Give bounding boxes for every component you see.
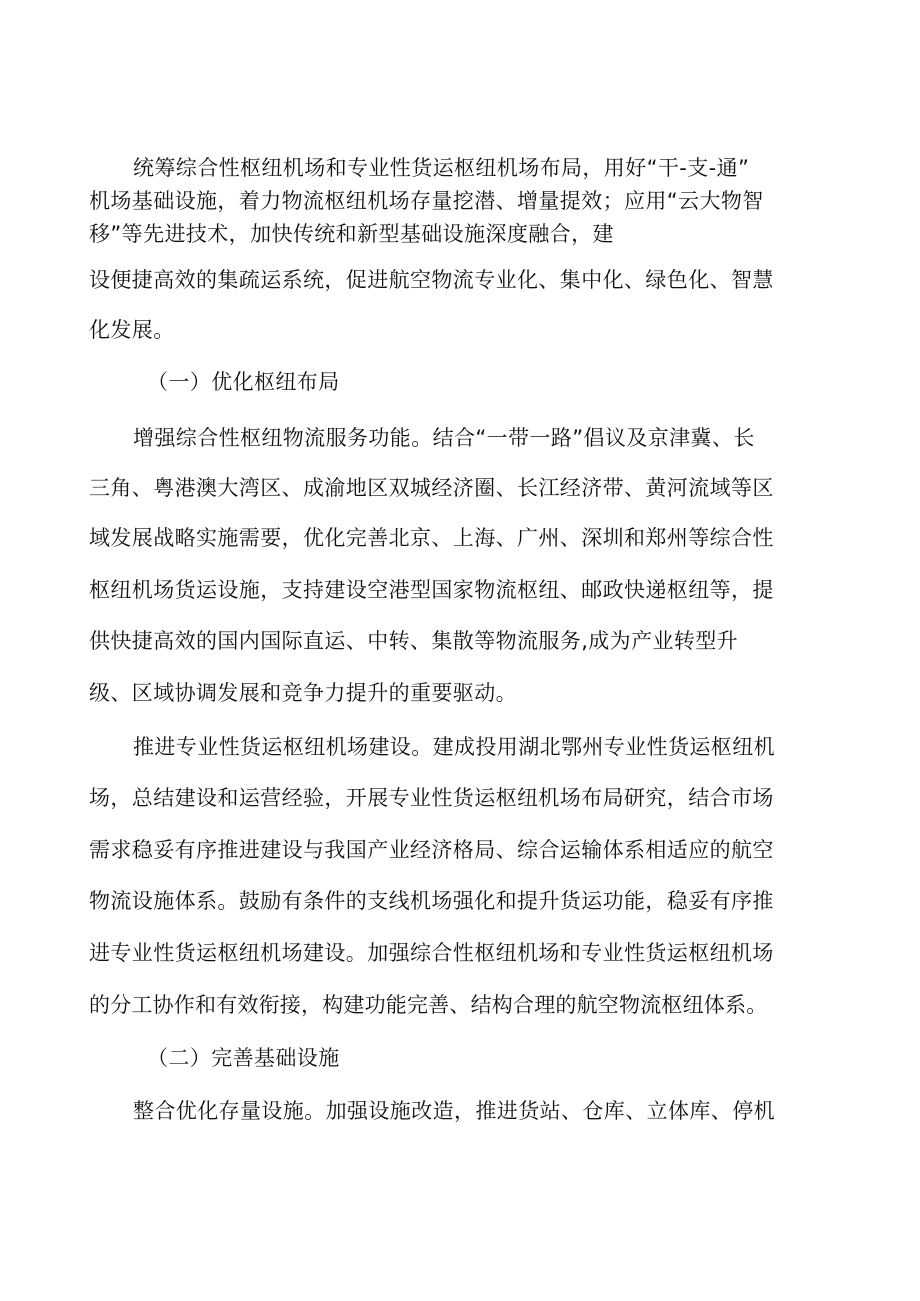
section1-para2-line-6: 的分工协作和有效衔接，构建功能完善、结构合理的航空物流枢纽体系。 <box>89 993 768 1017</box>
section1-para2-line-2: 场，总结建设和运营经验，开展专业性货运枢纽机场布局研究，结合市场 <box>89 786 774 810</box>
intro-line-3: 移”等先进技术，加快传统和新型基础设施深度融合，建 <box>89 222 614 246</box>
section1-para1-line-3: 域发展战略实施需要，优化完善北京、上海、广州、深圳和郑州等综合性 <box>89 526 774 550</box>
intro-line-1: 统筹综合性枢纽机场和专业性货运枢纽机场布局，用好“干-支-通” <box>133 156 750 180</box>
section1-para1-line-6: 级、区域协调发展和竞争力提升的重要驱动。 <box>89 681 517 705</box>
intro-line-2: 机场基础设施，着力物流枢纽机场存量挖潜、增量提效；应用“云大物智 <box>89 189 764 213</box>
intro-line-4: 设便捷高效的集疏运系统，促进航空物流专业化、集中化、绿色化、智慧 <box>89 268 774 292</box>
section-heading-2: （二）完善基础设施 <box>147 1046 340 1070</box>
section1-para1-line-5: 供快捷高效的国内国际直运、中转、集散等物流服务,成为产业转型升 <box>89 629 739 653</box>
section1-para1-line-1: 增强综合性枢纽物流服务功能。结合“一带一路”倡议及京津冀、长 <box>133 426 755 450</box>
section1-para2-line-1: 推进专业性货运枢纽机场建设。建成投用湖北鄂州专业性货运枢纽机 <box>133 735 775 759</box>
section-heading-1: （一）优化枢纽布局 <box>147 370 340 394</box>
section1-para2-line-5: 进专业性货运枢纽机场建设。加强综合性枢纽机场和专业性货运枢纽机场 <box>89 941 774 965</box>
section2-para1-line-1: 整合优化存量设施。加强设施改造，推进货站、仓库、立体库、停机 <box>133 1099 775 1123</box>
section1-para1-line-2: 三角、粤港澳大湾区、成渝地区双城经济圈、长江经济带、黄河流域等区 <box>89 476 774 500</box>
intro-line-5: 化发展。 <box>89 318 175 342</box>
section1-para2-line-4: 物流设施体系。鼓励有条件的支线机场强化和提升货运功能，稳妥有序推 <box>89 889 774 913</box>
section1-para2-line-3: 需求稳妥有序推进建设与我国产业经济格局、综合运输体系相适应的航空 <box>89 838 774 862</box>
section1-para1-line-4: 枢纽机场货运设施，支持建设空港型国家物流枢纽、邮政快递枢纽等，提 <box>89 578 774 602</box>
